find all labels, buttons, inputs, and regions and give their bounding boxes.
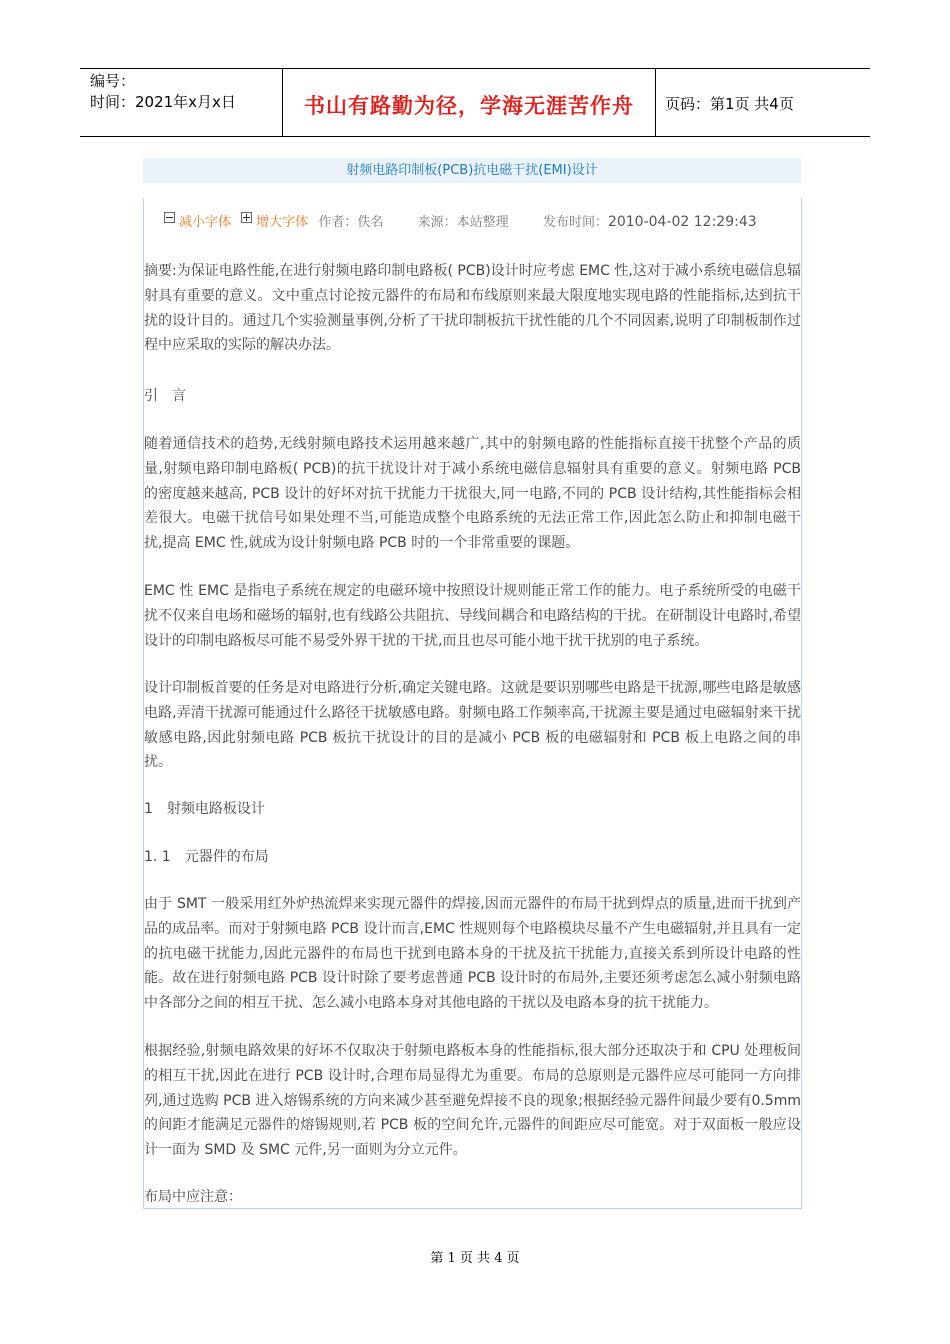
section-heading: 1 射频电路板设计	[144, 801, 265, 817]
published-label: 发布时间：	[542, 215, 608, 230]
body-paragraph: 布局中应注意：	[144, 1189, 242, 1205]
body-paragraph: EMC 性 EMC 是指电子系统在规定的电磁环境中按照设计规则能正常工作的能力。电子系统所受的电磁干扰不仅来自电场和磁场的辐射,也有线路公共阻抗、导线间耦合和电路结构的干扰。在研制设计电路时,希望设计的印制电路板尽可能不易受外界干扰的干扰,而且也尽可能小地干扰干扰别的电子系统。	[144, 583, 801, 649]
body-paragraph: 由于 SMT 一般采用红外炉热流焊来实现元器件的焊接,因而元器件的布局干扰到焊点的质量,进而干扰到产品的成品率。而对于射频电路 PCB 设计而言,EMC 性规则每个电路模块尽量不产生电磁辐射,并且具有一定的抗电磁干扰能力,因此元器件的布局也干扰到电路本身的干扰及抗干扰能力,直接关系到所设计电路的性能。故在进行射频电路 PCB 设计时除了要考虑普通 PCB 设计时的布局外,主要还须考虑怎么减小射频电路中各部分之间的相互干扰、怎么减小电路本身对其他电路的干扰以及电路本身的抗干扰能力。	[144, 896, 801, 1012]
header-left-cell	[90, 71, 236, 113]
body-paragraph: 随着通信技术的趋势,无线射频电路技术运用越来越广,其中的射频电路的性能指标直接干扰整个产品的质量,射频电路印制电路板( PCB)的抗干扰设计对于减小系统电磁信息辐射具有重要的意义。射频电路 PCB 的密度越来越高, PCB 设计的好坏对抗干扰能力干扰很大,同一电路,不同的 PCB 设计结构,其性能指标会相差很大。电磁干扰信号如果处理不当,可能造成整个电路系统的无法正常工作,因此怎么防止和抑制电磁干扰,提高 EMC 性,就成为设计射频电路 PCB 时的一个非常重要的课题。	[144, 436, 801, 552]
source-label: 来源：	[417, 215, 457, 230]
body-paragraph: 根据经验,射频电路效果的好坏不仅取决于射频电路板本身的性能指标,很大部分还取决于和 CPU 处理板间的相互干扰,因此在进行 PCB 设计时,合理布局显得尤为重要。布局的总原则是元器件应尽可能同一方向排列,通过选购 PCB 进入熔锡系统的方向来减少甚至避免焊接不良的现象;根据经验元器件间最少要有0.5mm 的间距才能满足元器件的熔锡规则,若 PCB 板的空间允许,元器件的间距应尽可能宽。对于双面板一般应设计一面为 SMD 及 SMC 元件,另一面则为分立元件。	[144, 1043, 801, 1159]
author-value: 佚名	[357, 215, 384, 230]
document-header	[80, 68, 870, 137]
plus-box-icon[interactable]	[241, 212, 252, 223]
header-page-info: 页码：第1页 共4页	[665, 95, 794, 113]
section-heading: 引 言	[144, 388, 186, 404]
date-line: 时间：2021年x月x日	[90, 93, 236, 111]
article-title: 射频电路印制板(PCB)抗电磁干扰(EMI)设计	[143, 158, 801, 183]
header-divider	[655, 69, 656, 136]
header-motto: 书山有路勤为径，学海无涯苦作舟	[304, 93, 634, 118]
body-paragraph: 设计印制板首要的任务是对电路进行分析,确定关键电路。这就是要识别哪些电路是干扰源,哪些电路是敏感电路,弄清干扰源可能通过什么路径干扰敏感电路。射频电路工作频率高,干扰源主要是通过电磁辐射来干扰敏感电路,因此射频电路 PCB 板抗干扰设计的目的是减小 PCB 板的电磁辐射和 PCB 板上电路之间的串扰。	[144, 680, 801, 771]
serial-label: 编号：	[90, 72, 136, 90]
increase-font-link[interactable]: 增大字体	[256, 215, 309, 230]
article-meta	[164, 211, 757, 230]
published-value: 2010-04-02 12:29:43	[607, 214, 757, 230]
decrease-font-link[interactable]: 减小字体	[179, 215, 232, 230]
page-footer: 第 1 页 共 4 页	[430, 1251, 520, 1266]
minus-box-icon[interactable]	[164, 212, 175, 223]
source-value: 本站整理	[456, 215, 509, 230]
author-label: 作者：	[318, 215, 358, 230]
abstract-paragraph: 摘要:为保证电路性能,在进行射频电路印制电路板( PCB)设计时应考虑 EMC 性,这对于减小系统电磁信息辐射具有重要的意义。文中重点讨论按元器件的布局和布线原则来最大限度地实现电路的性能指标,达到抗干扰的设计目的。通过几个实验测量事例,分析了干扰印制板抗干扰性能的几个不同因素,说明了印制板制作过程中应采取的实际的解决办法。	[144, 263, 801, 354]
subsection-heading: 1. 1 元器件的布局	[144, 849, 269, 865]
